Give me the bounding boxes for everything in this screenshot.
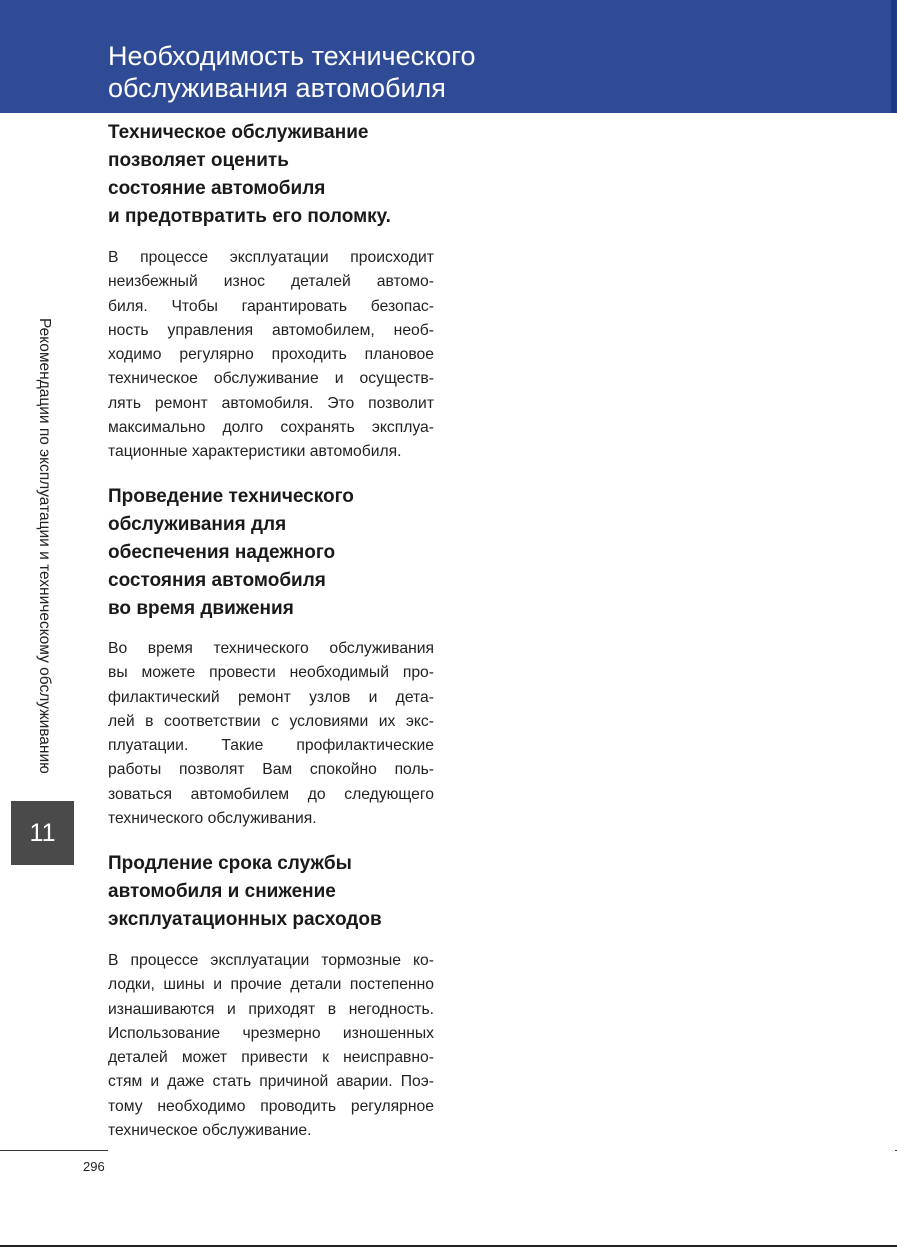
- body-line: Во время технического обслуживания: [108, 640, 434, 657]
- header-edge: [891, 0, 897, 113]
- body-line: тому необходимо проводить регулярное: [108, 1097, 434, 1115]
- heading-line: Проведение технического: [108, 486, 354, 507]
- footer-rule: [0, 1150, 108, 1151]
- body-line: лодки, шины и прочие детали постепенно: [108, 976, 434, 994]
- section-heading: [108, 483, 434, 623]
- bottom-rule: [0, 1245, 897, 1247]
- section-reliable-state: [108, 483, 434, 831]
- body-line: ность управления автомобилем, необ-: [108, 321, 434, 339]
- body-line: стям и даже стать причиной аварии. Поэ-: [108, 1073, 434, 1091]
- section-service-life: [108, 850, 434, 1143]
- heading-line: Техническое обслуживание: [108, 122, 369, 143]
- body-line: техническое обслуживание.: [108, 1122, 312, 1140]
- body-line: ходимо регулярно проходить плановое: [108, 346, 434, 364]
- section-maintenance-assessment: [108, 119, 434, 465]
- heading-line: автомобиля и снижение: [108, 881, 336, 902]
- chapter-side-label: Рекомендации по эксплуатации и техническому обслуживанию: [36, 318, 53, 774]
- body-line: зоваться автомобилем до следующего: [108, 785, 434, 803]
- heading-line: состояния автомобиля: [108, 570, 326, 591]
- heading-line: эксплуатационных расходов: [108, 909, 382, 930]
- heading-line: Продление срока службы: [108, 853, 352, 874]
- body-line: техническое обслуживание и осуществ-: [108, 370, 434, 388]
- body-line: максимально долго сохранять эксплуа-: [108, 419, 434, 437]
- section-body: [108, 637, 434, 831]
- body-line: Использование чрезмерно изношенных: [108, 1024, 434, 1042]
- section-body: [108, 246, 434, 465]
- body-line: деталей может привести к неисправно-: [108, 1049, 434, 1067]
- body-line: филактический ремонт узлов и дета-: [108, 688, 434, 706]
- body-line: вы можете провести необходимый про-: [108, 664, 434, 682]
- body-line: тационные характеристики автомобиля.: [108, 443, 402, 461]
- chapter-number: 11: [29, 818, 56, 847]
- chapter-tab: [11, 801, 74, 865]
- heading-line: во время движения: [108, 598, 294, 619]
- page-title-line: Необходимость технического: [108, 41, 476, 71]
- body-line: работы позволят Вам спокойно поль-: [108, 761, 434, 779]
- header-band: [0, 0, 897, 113]
- section-heading: [108, 850, 434, 934]
- body-line: неизбежный износ деталей автомо-: [108, 273, 434, 291]
- body-line: биля. Чтобы гарантировать безопас-: [108, 297, 434, 315]
- heading-line: обеспечения надежного: [108, 542, 336, 563]
- body-line: плуатации. Такие профилактические: [108, 737, 434, 755]
- page-title-line: обслуживания автомобиля: [108, 73, 446, 103]
- body-line: В процессе эксплуатации тормозные ко-: [108, 952, 434, 969]
- heading-line: состояние автомобиля: [108, 178, 326, 199]
- body-line: технического обслуживания.: [108, 810, 317, 828]
- heading-line: и предотвратить его поломку.: [108, 206, 391, 227]
- body-line: лять ремонт автомобиля. Это позволит: [108, 394, 434, 412]
- heading-line: позволяет оценить: [108, 150, 289, 171]
- body-line: В процессе эксплуатации происходит: [108, 249, 434, 266]
- section-heading: [108, 119, 434, 231]
- heading-line: обслуживания для: [108, 514, 287, 535]
- body-line: изнашиваются и приходят в негодность.: [108, 1000, 434, 1018]
- page-number: 296: [83, 1159, 105, 1174]
- page-title: [108, 40, 668, 104]
- body-line: лей в соответствии с условиями их экс-: [108, 712, 434, 730]
- section-body: [108, 949, 434, 1143]
